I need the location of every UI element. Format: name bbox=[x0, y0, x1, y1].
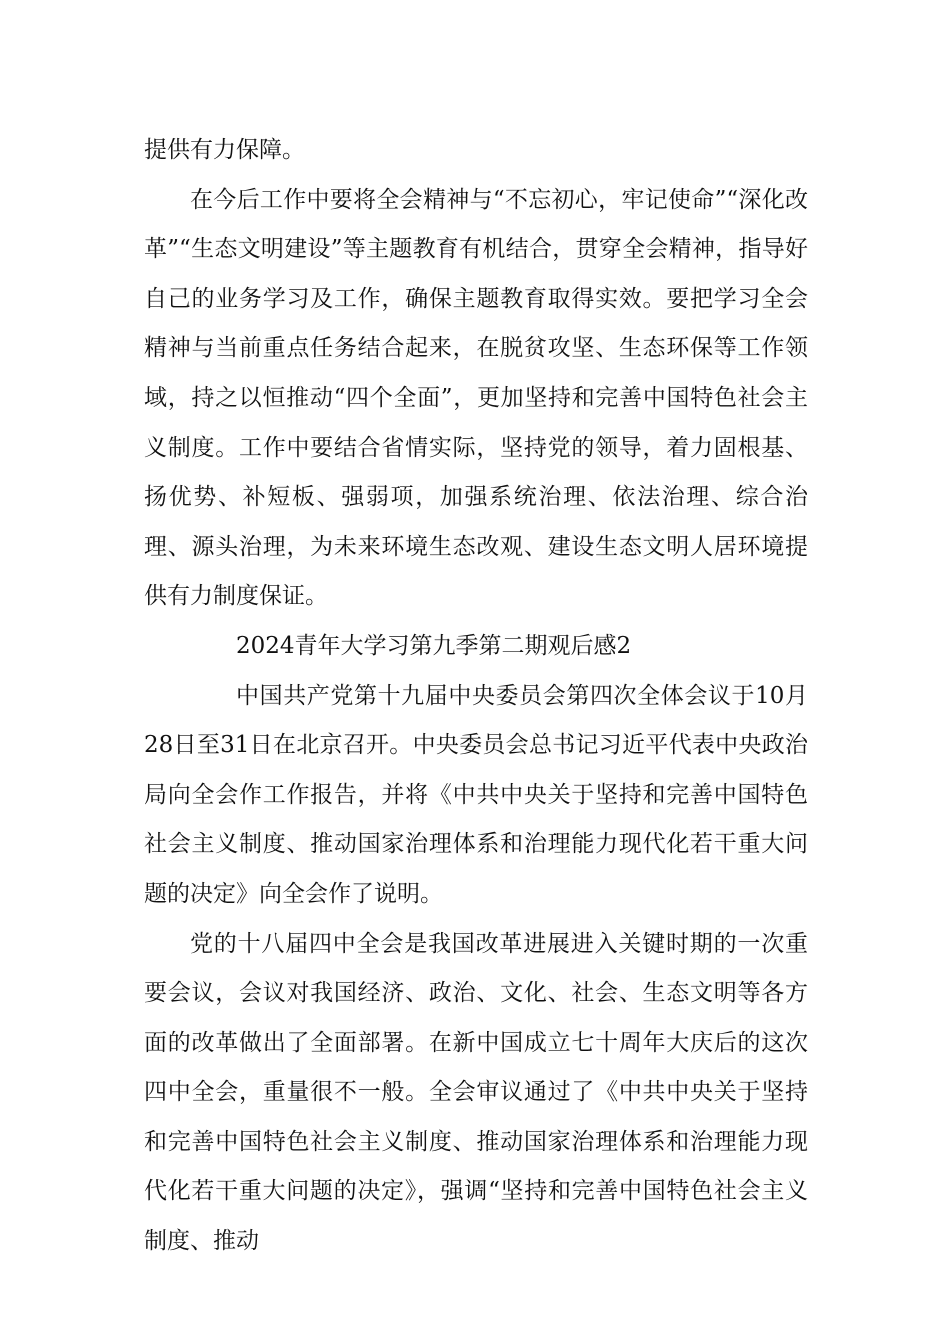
paragraph-plenary-session: 中国共产党第十九届中央委员会第四次全体会议于10月28日至31日在北京召开。中央委员会总书记习近平代表中央政治局向全会作工作报告，并将《中共中央关于坚持和完善中国特色社会主义制度、推动国家治理体系和治理能力现代化若干重大问题的决定》向全会作了说明。 bbox=[144, 682, 808, 907]
paragraph-continuation: 提供有力保障。 bbox=[144, 137, 305, 163]
paragraph-work-plan: 在今后工作中要将全会精神与“不忘初心，牢记使命”“深化改革”“生态文明建设”等主题教育有机结合，贯穿全会精神，指导好自己的业务学习及工作，确保主题教育取得实效。要把学习全会精神与当前重点任务结合起来，在脱贫攻坚、生态环保等工作领域，持之以恒推动“四个全面”，更加坚持和完善中国特色社会主义制度。工作中要结合省情实际，坚持党的领导，着力固根基、扬优势、补短板、强弱项，加强系统治理、依法治理、综合治理、源头治理，为未来环境生态改观、建设生态文明人居环境提供有力制度保证。 bbox=[144, 186, 808, 610]
paragraph-fourth-plenum: 党的十八届四中全会是我国改革进展进入关键时期的一次重要会议，会议对我国经济、政治、文化、社会、生态文明等各方面的改革做出了全面部署。在新中国成立七十周年大庆后的这次四中全会，重量很不一般。全会审议通过了《中共中央关于坚持和完善中国特色社会主义制度、推动国家治理体系和治理能力现代化若干重大问题的决定》，强调“坚持和完善中国特色社会主义制度、推动 bbox=[144, 930, 808, 1255]
document-body bbox=[144, 126, 808, 1267]
section-heading: 2024青年大学习第九季第二期观后感2 bbox=[236, 632, 632, 659]
